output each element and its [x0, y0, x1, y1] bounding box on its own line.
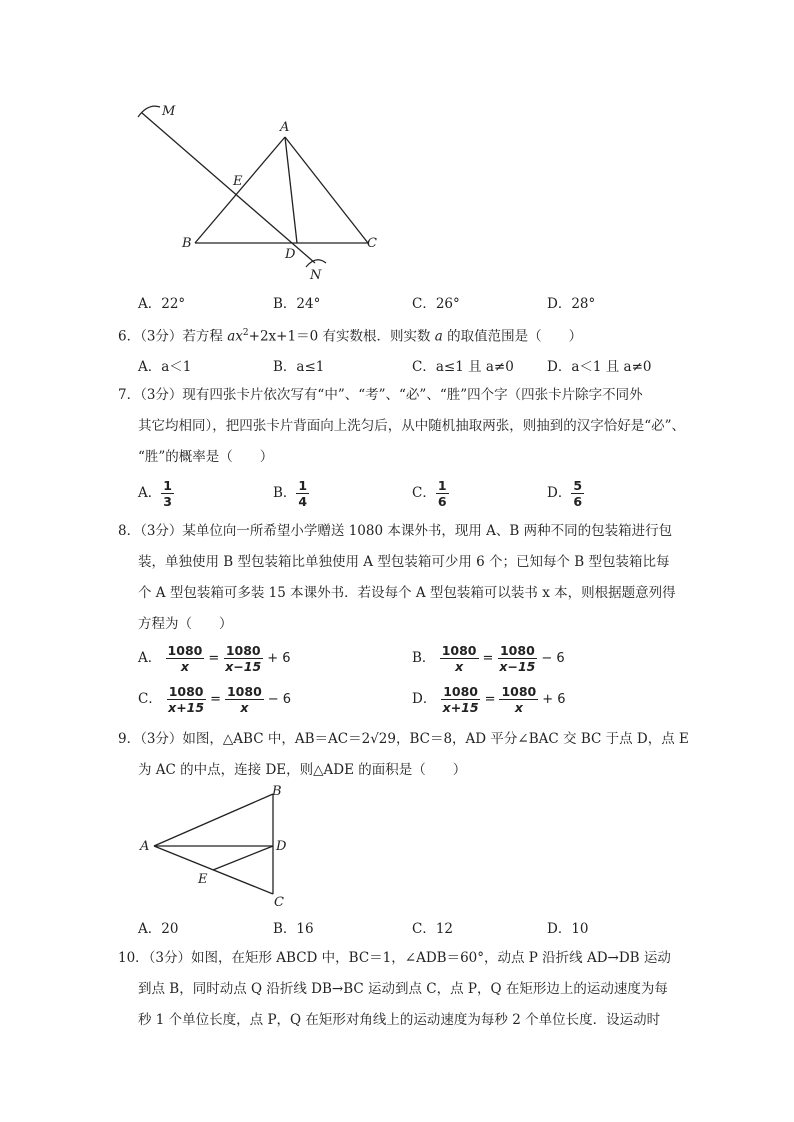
- q6-option-d: D．a＜1 且 a≠0: [547, 359, 652, 375]
- bisector-line-mn: [142, 113, 315, 263]
- q7-option-d: D． $\frac{5}{6}$: [547, 478, 583, 509]
- label-a: A: [280, 120, 290, 135]
- label-c: C: [367, 236, 377, 251]
- arc-mark-n: [306, 260, 326, 267]
- question-8-line-4: 方程为（ ）: [138, 616, 233, 632]
- question-7-line-2: 其它均相同），把四张卡片背面向上洗匀后，从中随机抽取两张，则抽到的汉字恰好是“必”、: [138, 418, 686, 434]
- question-9-line-2: 为 AC 的中点，连接 DE，则△ADE 的面积是（ ）: [138, 762, 467, 778]
- q6-option-c: C．a≤1 且 a≠0: [412, 359, 514, 375]
- question-10-line-1: 10．（3分）如图，在矩形 ABCD 中，BC＝1，∠ADB＝60°，动点 P 沿折线 AD→DB 运动: [118, 950, 671, 966]
- question-7-line-3: “胜”的概率是（ ）: [138, 449, 274, 465]
- q5-option-a: A．22°: [138, 296, 186, 312]
- q9-option-b: B．16: [273, 921, 314, 937]
- label-b: B: [182, 236, 192, 251]
- q6-option-b: B．a≤1: [273, 359, 325, 375]
- question-5-figure: [130, 95, 390, 285]
- question-9-line-1: 9．（3分）如图，△ABC 中，AB＝AC＝2√29，BC＝8，AD 平分∠BAC 交 BC 于点 D，点 E: [118, 731, 689, 747]
- q9-option-d: D．10: [547, 921, 589, 937]
- q7-option-a: A． $\frac{1}{3}$: [138, 478, 172, 509]
- side-ab: [154, 794, 273, 846]
- q8-option-b: B． $\frac{1080}{x}$ = $\frac{1080}{x-15}$ − 6: [412, 643, 565, 674]
- label-b: B: [272, 784, 282, 799]
- q8-option-d: D． $\frac{1080}{x+15}$ = $\frac{1080}{x}$ + 6: [412, 684, 566, 715]
- question-8-line-3: 个 A 型包装箱可多装 15 本课外书．若设每个 A 型包装箱可以装书 x 本，则根据题意列得: [138, 585, 676, 601]
- arc-mark-m: [138, 106, 160, 117]
- label-e: E: [233, 174, 243, 189]
- label-d: D: [285, 247, 296, 262]
- label-a: A: [140, 839, 150, 854]
- question-8-line-2: 装，单独使用 B 型包装箱比单独使用 A 型包装箱可少用 6 个；已知每个 B 型包装箱比每: [138, 554, 670, 570]
- question-9-figure: [130, 780, 310, 910]
- question-10-line-2: 到点 B，同时动点 Q 沿折线 DB→BC 运动到点 C，点 P，Q 在矩形边上的运动速度为每: [138, 981, 668, 997]
- side-ac: [285, 137, 368, 243]
- question-7-line-1: 7．（3分）现有四张卡片依次写有“中”、“考”、“必”、“胜”四个字（四张卡片除字不同外: [118, 387, 643, 403]
- q5-option-c: C．26°: [412, 296, 460, 312]
- q6-option-a: A．a＜1: [138, 359, 192, 375]
- segment-de: [213, 846, 273, 870]
- q7-option-c: C． $\frac{1}{6}$: [412, 478, 447, 509]
- q9-option-c: C．12: [412, 921, 454, 937]
- label-n: N: [310, 268, 322, 283]
- label-d: D: [276, 839, 287, 854]
- q5-option-b: B．24°: [273, 296, 321, 312]
- q8-option-a: A． $\frac{1080}{x}$ = $\frac{1080}{x-15}$ + 6: [138, 643, 291, 674]
- label-m: M: [162, 104, 176, 119]
- side-ab: [195, 137, 285, 243]
- label-e: E: [198, 872, 208, 887]
- q5-option-d: D．28°: [547, 296, 596, 312]
- question-8-line-1: 8．（3分）某单位向一所希望小学赠送 1080 本课外书，现用 A、B 两种不同的包装箱进行包: [118, 523, 673, 539]
- q9-option-a: A．20: [138, 921, 179, 937]
- q7-option-b: B． $\frac{1}{4}$: [273, 478, 308, 509]
- label-c: C: [274, 895, 284, 910]
- q8-option-c: C． $\frac{1080}{x+15}$ = $\frac{1080}{x}$ − 6: [138, 684, 292, 715]
- segment-ad: [285, 137, 297, 243]
- question-6-stem: 6．（3分）若方程 $ax^2+2x+1=0$ 有实数根．则实数 a 的取值范围是（ ）: [118, 328, 583, 345]
- question-10-line-3: 秒 1 个单位长度，点 P，Q 在矩形对角线上的运动速度为每秒 2 个单位长度．设运动时: [138, 1012, 661, 1028]
